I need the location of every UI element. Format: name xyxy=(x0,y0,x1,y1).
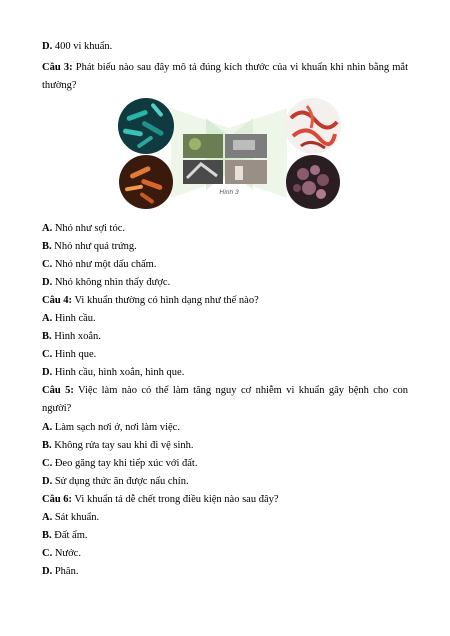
answer-option-line xyxy=(42,475,189,488)
option-letter: A. xyxy=(42,223,53,234)
option-text: Hình cầu. xyxy=(52,313,96,324)
question-text: người? xyxy=(42,403,72,414)
answer-option-line xyxy=(42,258,156,271)
option-letter: D. xyxy=(42,277,53,288)
option-letter: B. xyxy=(42,241,52,252)
option-letter: D. xyxy=(42,566,53,577)
teal-bacteria-image xyxy=(118,98,174,154)
option-letter: B. xyxy=(42,530,52,541)
answer-option-line xyxy=(42,312,96,325)
answer-option-line xyxy=(42,529,88,542)
option-text: Sử dụng thức ăn được nấu chín. xyxy=(52,476,189,487)
option-letter: C. xyxy=(42,349,53,360)
answer-option-line xyxy=(42,222,125,235)
answer-option-line xyxy=(42,366,184,379)
option-text: Hình que. xyxy=(52,349,97,360)
answer-option-line xyxy=(42,565,78,578)
option-text: Nhỏ như quả trứng. xyxy=(51,241,137,252)
option-text: Đất ẩm. xyxy=(51,530,88,541)
option-letter: A. xyxy=(42,313,53,324)
answer-option-line xyxy=(42,276,170,289)
bacteria-figure xyxy=(111,98,348,210)
option-text: Hình xoắn. xyxy=(51,331,101,342)
question-number: Câu 6: xyxy=(42,494,73,505)
option-letter: D. xyxy=(42,367,53,378)
orange-bacteria-image xyxy=(119,155,173,209)
option-text: Nhỏ như sợi tóc. xyxy=(52,223,126,234)
option-letter: A. xyxy=(42,512,53,523)
answer-option-line xyxy=(42,348,96,361)
option-text: Làm sạch nơi ở, nơi làm việc. xyxy=(52,422,180,433)
option-text: Không rửa tay sau khi đi vệ sinh. xyxy=(51,440,194,451)
answer-option-line xyxy=(42,511,99,524)
question-text: Phát biểu nào sau đây mô tả đúng kích thước của vi khuẩn khi nhìn bằng mắt xyxy=(72,62,408,73)
option-text: Hình cầu, hình xoắn, hình que. xyxy=(52,367,185,378)
option-letter: C. xyxy=(42,458,53,469)
answer-option-line xyxy=(42,330,101,343)
option-text: Phân. xyxy=(52,566,79,577)
option-letter: B. xyxy=(42,440,52,451)
purple-bacteria-image xyxy=(286,155,340,209)
option-text: 400 vi khuẩn. xyxy=(52,41,113,52)
option-text: Sát khuẩn. xyxy=(52,512,100,523)
answer-option-line xyxy=(42,421,180,434)
question-text: thường? xyxy=(42,80,77,91)
question-line xyxy=(42,493,279,506)
option-letter: A. xyxy=(42,422,53,433)
option-letter: C. xyxy=(42,259,53,270)
question-number: Câu 4: xyxy=(42,295,73,306)
answer-option-line xyxy=(42,439,194,452)
question-text: Việc làm nào có thể làm tăng nguy cơ nhiễm vi khuẩn gây bệnh cho con xyxy=(73,385,408,396)
option-text: Đeo găng tay khi tiếp xúc với đất. xyxy=(52,458,198,469)
question-line xyxy=(42,294,259,307)
question-line xyxy=(42,61,408,74)
option-text: Nhỏ như một dấu chấm. xyxy=(52,259,157,270)
option-letter: C. xyxy=(42,548,53,559)
question-line-continued xyxy=(42,402,71,415)
answer-option-line xyxy=(42,547,81,560)
figure-caption: Hình 3 xyxy=(219,189,239,196)
option-text: Nhỏ không nhìn thấy được. xyxy=(52,277,171,288)
answer-option-line xyxy=(42,40,112,53)
red-bacteria-image xyxy=(285,98,341,154)
option-letter: D. xyxy=(42,41,53,52)
question-line-continued xyxy=(42,79,77,92)
question-text: Vi khuẩn thường có hình dạng như thế nào? xyxy=(72,295,259,306)
answer-option-line xyxy=(42,457,197,470)
question-text: Vi khuẩn tả dễ chết trong điều kiện nào sau đây? xyxy=(72,494,279,505)
question-number: Câu 3: xyxy=(42,62,73,73)
answer-option-line xyxy=(42,240,137,253)
option-letter: B. xyxy=(42,331,52,342)
option-text: Nước. xyxy=(52,548,81,559)
question-line xyxy=(42,384,408,397)
option-letter: D. xyxy=(42,476,53,487)
question-number: Câu 5: xyxy=(42,385,74,396)
